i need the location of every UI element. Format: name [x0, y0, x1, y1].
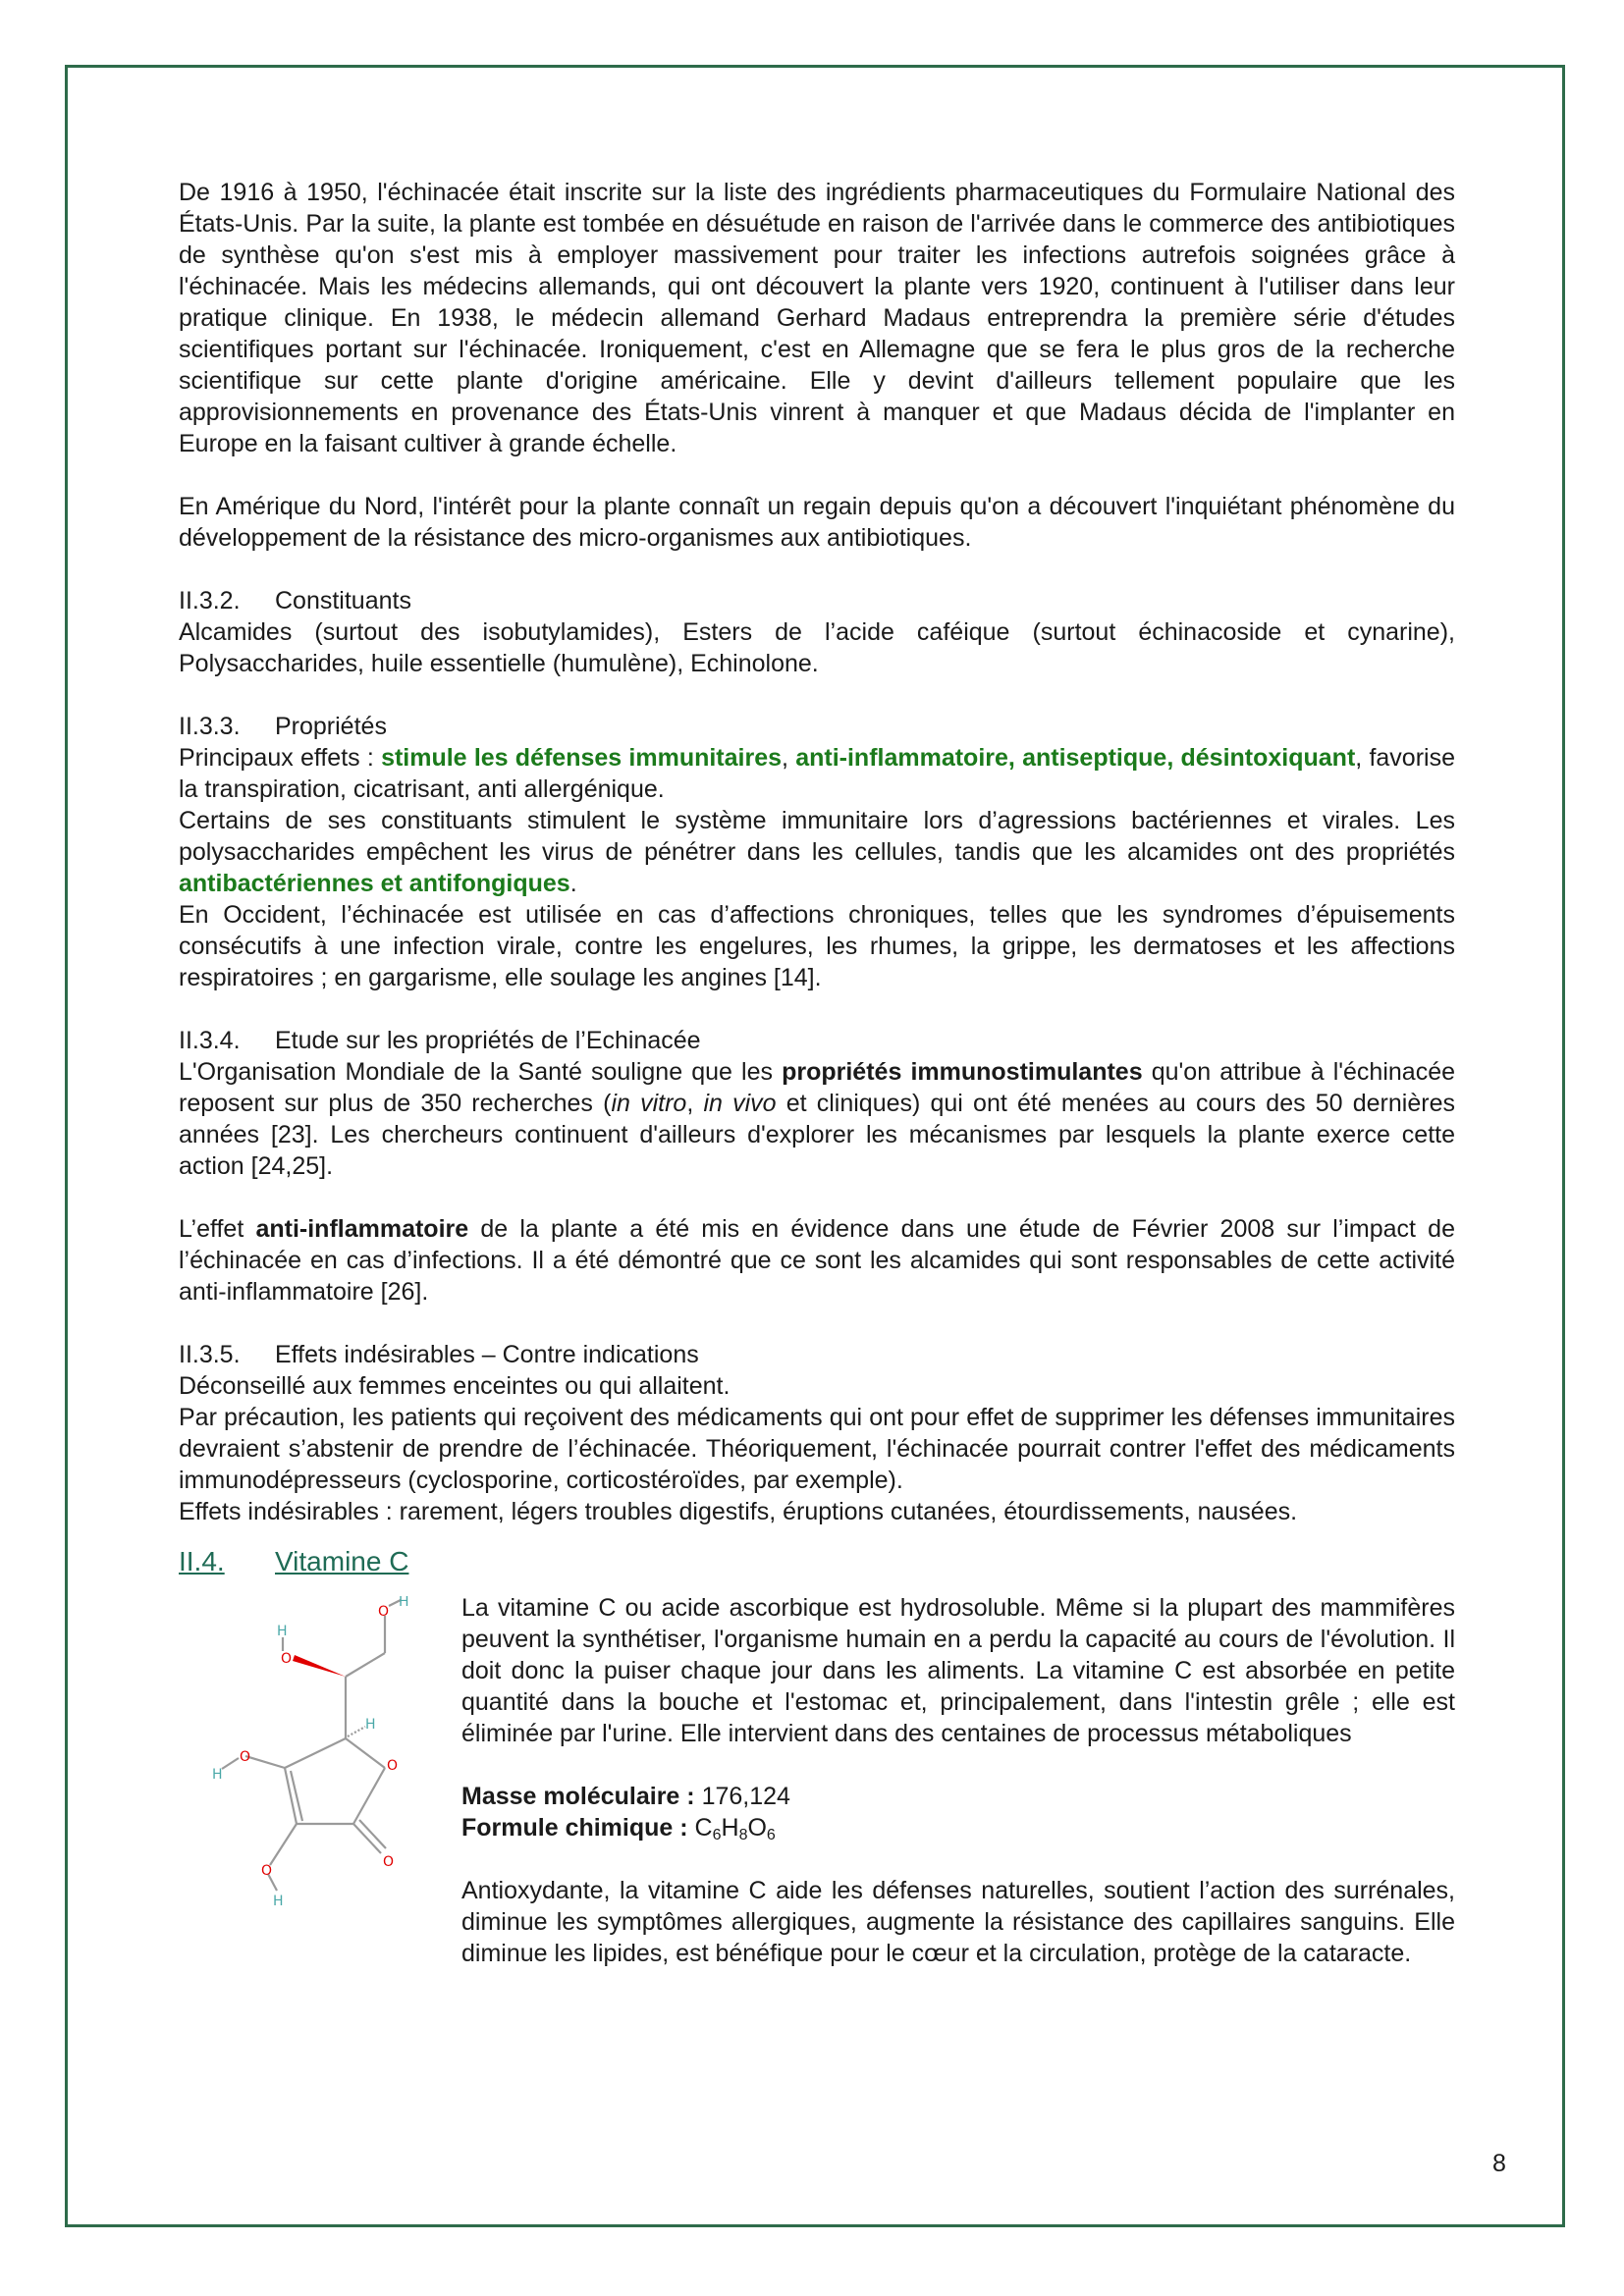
formula-label: Formule chimique : [461, 1814, 688, 1842]
formula-carbon: C [687, 1814, 713, 1842]
properties-prefix: Certains de ses constituants stimulent le système immunitaire lors d’agressions bactériennes et virales. Les polysaccharides empêchent les virus de pénétrer dans les cellules, tandis que les alcamides ont des propriétés [179, 807, 1455, 866]
vitamin-c-intro: La vitamine C ou acide ascorbique est hydrosoluble. Même si la plupart des mammifères peuvent la synthétiser, l'organisme humain en a perdu la capacité au cours de l'évolution. Il doit donc la puiser chaque jour dans les aliments. La vitamine C est absorbée en petite quantité dans la bouche et l'estomac et, principalement, dans l'intestin grêle ; elle est éliminée par l'urine. Elle intervient dans des centaines de processus métaboliques [461, 1594, 1455, 1747]
section-title: Vitamine C [275, 1546, 409, 1576]
antioxidant-paragraph: Antioxydante, la vitamine C aide les défenses naturelles, soutient l’action des surrénales, diminue les symptômes allergiques, augmente la résistance des capillaires sanguins. Elle diminue les lipides, est bénéfique pour le cœur et la circulation, protège de la cataracte. [461, 1877, 1455, 1967]
heading-proprietes [179, 711, 1455, 742]
paragraph-history: De 1916 à 1950, l'échinacée était inscrite sur la liste des ingrédients pharmaceutiques du Formulaire National des États-Unis. Par la suite, la plante est tombée en désuétude en raison de l'arrivée dans le commerce des antibiotiques de synthèse qu'on s'est mis à employer massivement pour traiter les infections autrefois soignées grâce à l'échinacée. Mais les médecins allemands, qui ont découvert la plante vers 1920, continuent à l'utiliser dans leur pratique clinique. En 1938, le médecin allemand Gerhard Madaus entreprendra la première série d'études scientifiques portant sur l'échinacée. Ironiquement, c'est en Allemagne que se fera le plus gros de la recherche scientifique sur cette plante d'origine américaine. Elle y devint d'ailleurs tellement populaire que les approvisionnements en provenance des États-Unis vinrent à manquer et que Madaus décida de l'implanter en Europe en la faisant cultiver à grande échelle. [179, 179, 1455, 457]
effect-text-a: L’effet [179, 1215, 256, 1243]
occident-usage: En Occident, l’échinacée est utilisée en cas d’affections chroniques, telles que les syndromes d’épuisements consécutifs à une infection virale, contre les engelures, les rhumes, la grippe, les dermatoses et les affections respiratoires ; en gargarisme, elle soulage les angines [14]. [179, 901, 1455, 991]
heading-etude [179, 1025, 1455, 1056]
formula-carbon-count: 6 [712, 1827, 722, 1843]
formula-oxygen: O [747, 1814, 767, 1842]
ring-oxygen-label: O [387, 1758, 399, 1774]
section-number: II.4. [179, 1546, 225, 1576]
effect-immune: stimule les défenses immunitaires [381, 744, 783, 772]
stereo-hydrogen-label: H [365, 1717, 376, 1733]
hydroxyl-hydrogen-label: H [273, 1894, 284, 1909]
oms-text-d: et cliniques) qui ont été menées au cours des 50 dernières années [23]. Les chercheurs continuent d'ailleurs d'explorer les mécanismes par lesquels la plante exerce cette action [24,25]. [179, 1090, 1455, 1180]
page-number: 8 [1492, 2150, 1506, 2177]
heading-effets-indesirables [179, 1339, 1455, 1370]
heading-title: Constituants [275, 587, 411, 614]
in-vivo: in vivo [703, 1090, 777, 1117]
heading-title: Propriétés [275, 713, 387, 740]
constituents-properties [179, 805, 1455, 899]
hydroxyl-hydrogen-label: H [399, 1596, 409, 1610]
effect-text-b: de la plante a été mis en évidence dans une étude de Février 2008 sur l’impact de l’échinacée en cas d’infections. Il a été démontré que ce sont les alcamides qui sont responsables de cette activité anti-inflammatoire [26]. [179, 1215, 1455, 1306]
effects-suffix: , favorise la transpiration, cicatrisant, anti allergénique. [179, 744, 1455, 803]
page-content [179, 177, 1455, 1989]
heading-number: II.3.4. [179, 1027, 241, 1054]
heading-constituants [179, 585, 1455, 616]
principal-effects [179, 742, 1455, 805]
immunostimulant-properties: propriétés immunostimulantes [782, 1058, 1143, 1086]
effects-separator: , [782, 744, 796, 772]
hydroxyl-hydrogen-label: H [277, 1624, 288, 1639]
hydroxyl-oxygen-label: O [281, 1651, 293, 1667]
formula-hydrogen: H [721, 1814, 739, 1842]
contraindication-line-1: Déconseillé aux femmes enceintes ou qui allaitent. [179, 1372, 731, 1400]
heading-number: II.3.5. [179, 1341, 241, 1368]
heading-number: II.3.2. [179, 587, 241, 614]
formula-oxygen-count: 6 [766, 1827, 776, 1843]
section-vitamine-c [179, 1545, 1455, 1578]
paragraph-north-america: En Amérique du Nord, l'intérêt pour la plante connaît un regain depuis qu'on a découvert l'inquiétant phénomène du développement de la résistance des micro-organismes aux antibiotiques. [179, 493, 1455, 552]
contraindication-line-2: Par précaution, les patients qui reçoivent des médicaments qui ont pour effet de supprimer les défenses immunitaires devraient s’abstenir de prendre de l’échinacée. Théoriquement, l'échinacée pourrait contrer l'effet des médicaments immunodépresseurs (cyclosporine, corticostéroïdes, par exemple). [179, 1404, 1455, 1494]
contraindication-line-3: Effets indésirables : rarement, légers troubles digestifs, éruptions cutanées, étourdissements, nausées. [179, 1498, 1298, 1525]
hydroxyl-hydrogen-label: H [212, 1767, 223, 1783]
mass-value: 176,124 [694, 1783, 790, 1810]
heading-title: Effets indésirables – Contre indications [275, 1341, 699, 1368]
effects-prefix: Principaux effets : [179, 744, 382, 772]
oms-text-a: L'Organisation Mondiale de la Santé souligne que les [179, 1058, 783, 1086]
constituants-text: Alcamides (surtout des isobutylamides), Esters de l’acide caféique (surtout échinacoside et cynarine), Polysaccharides, huile essentielle (humulène), Echinolone. [179, 618, 1455, 677]
formula-hydrogen-count: 8 [738, 1827, 748, 1843]
hydroxyl-oxygen-label: O [240, 1749, 251, 1765]
vitamin-c-block [179, 1592, 1455, 1969]
properties-suffix: . [569, 870, 577, 897]
hydroxyl-oxygen-label: O [378, 1604, 390, 1620]
anti-inflammatory-paragraph [179, 1213, 1455, 1308]
oms-text-b: qu'on attribue à l'échinacée reposent sur plus de 350 recherches ( [179, 1058, 1455, 1117]
effect-anti-inflammatory: anti-inflammatoire, antiseptique, désintoxiquant [795, 744, 1356, 772]
in-vitro: in vitro [611, 1090, 687, 1117]
anti-inflammatory-term: anti-inflammatoire [255, 1215, 469, 1243]
antibacterial-antifungal: antibactériennes et antifongiques [179, 870, 570, 897]
hydroxyl-oxygen-label: O [261, 1863, 273, 1879]
mass-label: Masse moléculaire : [461, 1783, 695, 1810]
oms-text-c: , [686, 1090, 704, 1117]
carbonyl-oxygen-label: O [383, 1854, 395, 1870]
ascorbic-acid-structure [179, 1596, 454, 1989]
oms-paragraph [179, 1056, 1455, 1182]
heading-title: Etude sur les propriétés de l’Echinacée [275, 1027, 701, 1054]
heading-number: II.3.3. [179, 713, 241, 740]
